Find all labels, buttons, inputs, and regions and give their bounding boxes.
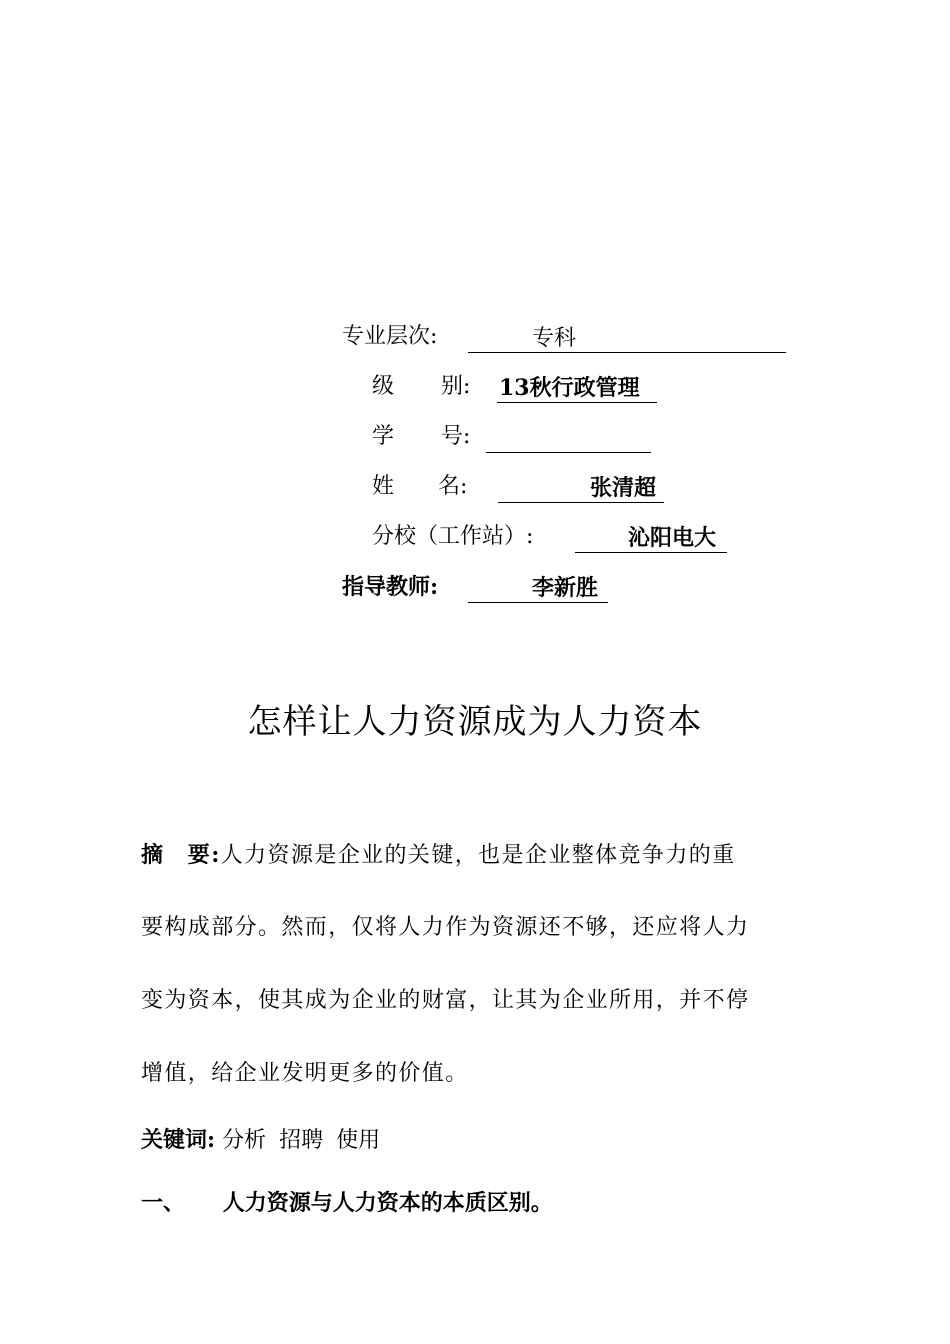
major-level-value: 专科: [532, 326, 577, 351]
branch-label: 分校（工作站）:: [372, 524, 534, 549]
advisor-field: [468, 572, 608, 603]
section-heading: [141, 1188, 553, 1218]
advisor-value: 李新胜: [532, 575, 599, 601]
name-field: [498, 472, 664, 503]
keywords-text: 分析 招聘 使用: [222, 1128, 381, 1153]
student-id-label: 学 号:: [372, 424, 471, 449]
name-value: 张清超: [590, 475, 657, 501]
abstract-line-2: 要构成部分。然而，仅将人力作为资源还不够，还应将人力: [141, 915, 750, 940]
student-id-field: [486, 422, 651, 453]
branch-value: 沁阳电大: [628, 525, 717, 551]
class-value: 13秋行政管理: [499, 375, 640, 401]
abstract-text-1: 人力资源是企业的关键，也是企业整体竞争力的重: [220, 843, 736, 868]
abstract-line-1: [141, 840, 736, 871]
advisor-label: 指导教师:: [342, 574, 439, 600]
keywords-row: [141, 1125, 380, 1156]
branch-field: [575, 522, 727, 553]
abstract-label: 摘 要:: [141, 842, 221, 868]
paper-title: 怎样让人力资源成为人力资本: [247, 702, 703, 742]
class-label: 级 别:: [372, 374, 471, 399]
class-field: [497, 372, 657, 403]
keywords-label: 关键词:: [141, 1127, 216, 1153]
section-title: 人力资源与人力资本的本质区别。: [222, 1190, 553, 1216]
section-number: 一、: [141, 1190, 186, 1216]
major-level-field: [468, 322, 786, 353]
abstract-line-3: 变为资本，使其成为企业的财富，让其为企业所用，并不停: [141, 988, 750, 1013]
abstract-line-4: 增值，给企业发明更多的价值。: [141, 1061, 469, 1086]
major-level-label: 专业层次:: [342, 324, 438, 349]
name-label: 姓 名:: [372, 474, 468, 499]
